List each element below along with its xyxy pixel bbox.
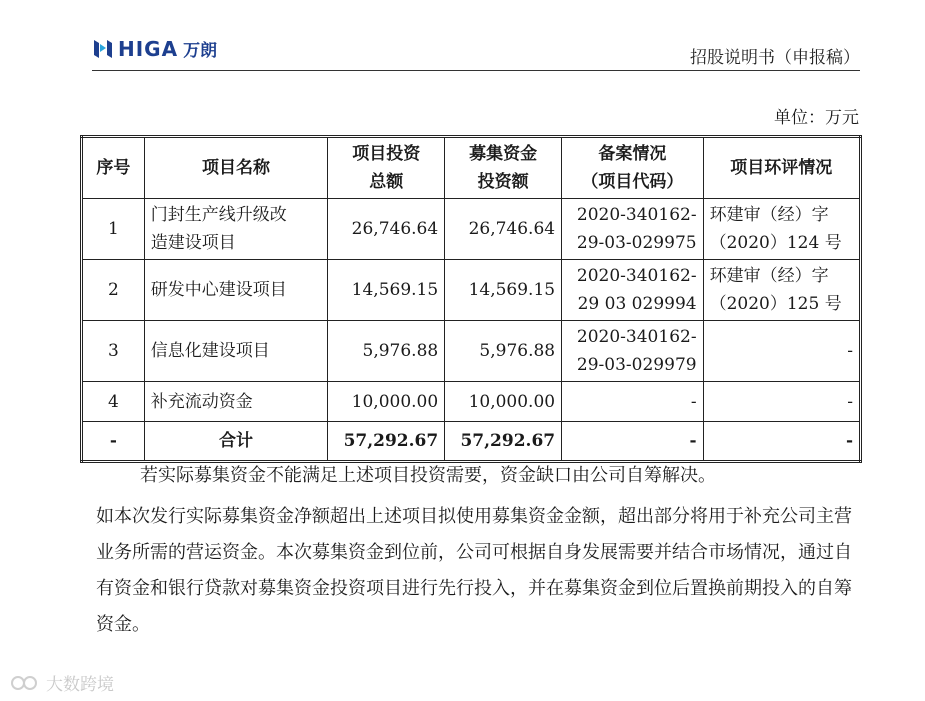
header-project-name: 项目名称: [144, 137, 328, 199]
page-header: [92, 34, 860, 71]
row-project-name: 补充流动资金: [144, 382, 328, 422]
table-header-row: [82, 137, 861, 199]
watermark: [10, 670, 114, 695]
row-raised: 10,000.00: [445, 382, 562, 422]
table-row: [82, 260, 861, 321]
logo-chinese-text: 万朗: [183, 41, 218, 61]
header-seq: 序号: [82, 137, 145, 199]
row-env: 环建审（经）字 （2020）124 号: [703, 199, 860, 260]
total-investment: 57,292.67: [328, 422, 445, 462]
row-project-name: 研发中心建设项目: [144, 260, 328, 321]
row-total: 5,976.88: [328, 321, 445, 382]
total-seq: -: [82, 422, 145, 462]
document-title: 招股说明书（申报稿）: [690, 48, 860, 68]
row-raised: 5,976.88: [445, 321, 562, 382]
paragraph-excess-funds: 如本次发行实际募集资金净额超出上述项目拟使用募集资金金额，超出部分将用于补充公司主营业务所需的营运资金。本次募集资金到位前，公司可根据自身发展需要并结合市场情况，通过自有资金和银行贷款对募集资金投资项目进行先行投入，并在募集资金到位后置换前期投入的自筹资金。: [96, 506, 852, 635]
header-raised-investment: 募集资金 投资额: [445, 137, 562, 199]
row-filing-code: -: [562, 382, 703, 422]
row-total: 14,569.15: [328, 260, 445, 321]
header-filing: 备案情况 （项目代码）: [562, 137, 703, 199]
row-seq: 1: [82, 199, 145, 260]
total-filing-code: -: [562, 422, 703, 462]
watermark-text: 大数跨境: [46, 675, 114, 695]
total-raised: 57,292.67: [445, 422, 562, 462]
watermark-logo-icon: [10, 672, 42, 694]
table-row: [82, 382, 861, 422]
total-label: 合计: [144, 422, 328, 462]
row-total: 10,000.00: [328, 382, 445, 422]
logo-text: HIGA: [118, 36, 179, 61]
row-total: 26,746.64: [328, 199, 445, 260]
row-raised: 26,746.64: [445, 199, 562, 260]
row-seq: 2: [82, 260, 145, 321]
row-env: 环建审（经）字 （2020）125 号: [703, 260, 860, 321]
row-env: -: [703, 382, 860, 422]
table-total-row: [82, 422, 861, 462]
row-raised: 14,569.15: [445, 260, 562, 321]
paragraph-funding-gap: 若实际募集资金不能满足上述项目投资需要，资金缺口由公司自筹解决。: [140, 465, 716, 486]
header-env-assessment: 项目环评情况: [703, 137, 860, 199]
row-filing-code: 2020-340162- 29-03-029979: [562, 321, 703, 382]
header-total-investment: 项目投资 总额: [328, 137, 445, 199]
row-seq: 4: [82, 382, 145, 422]
row-seq: 3: [82, 321, 145, 382]
table-row: [82, 321, 861, 382]
company-logo: [92, 36, 217, 61]
total-env: -: [703, 422, 860, 462]
higa-logo-icon: [92, 38, 114, 60]
row-project-name: 信息化建设项目: [144, 321, 328, 382]
row-filing-code: 2020-340162- 29 03 029994: [562, 260, 703, 321]
investment-projects-table: [80, 135, 862, 463]
unit-label: 单位：万元: [774, 108, 859, 128]
row-env: -: [703, 321, 860, 382]
table-row: [82, 199, 861, 260]
row-filing-code: 2020-340162- 29-03-029975: [562, 199, 703, 260]
row-project-name: 门封生产线升级改 造建设项目: [144, 199, 328, 260]
